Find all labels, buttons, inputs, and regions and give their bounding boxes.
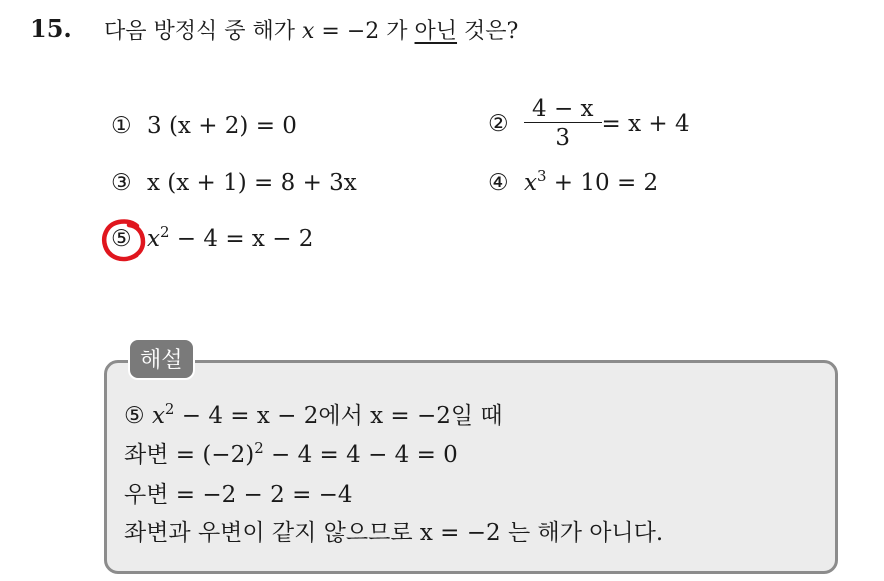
solution-line-1-rest: − 4 = x − 2에서 x = −2일 때	[174, 403, 503, 429]
option-3-number: ③	[111, 170, 132, 196]
option-4-exponent: 3	[536, 166, 547, 185]
option-5-rest: − 4 = x − 2	[169, 226, 314, 252]
answer-circle-mark	[101, 218, 147, 262]
solution-tag: 해설	[128, 338, 195, 380]
solution-line-4: 좌변과 우변이 같지 않으므로 x = −2 는 해가 아니다.	[124, 520, 664, 546]
solution-line-1	[124, 397, 503, 430]
option-4-rest: + 10 = 2	[546, 170, 659, 196]
option-5-exponent: 2	[159, 222, 170, 241]
stem-text-3: 것은?	[457, 19, 519, 44]
solution-line-3: 우변 = −2 − 2 = −4	[124, 482, 353, 508]
fraction-denominator: 3	[524, 122, 602, 151]
option-5-base: x	[147, 226, 160, 252]
option-1-expression: 3 (x + 2) = 0	[147, 113, 297, 139]
stem-variable: x	[302, 19, 315, 44]
question-stem	[104, 14, 518, 45]
solution-line-1-exponent: 2	[164, 399, 175, 418]
solution-line-1-number: ⑤	[124, 403, 152, 429]
option-2-number: ②	[488, 110, 509, 137]
option-4[interactable]	[488, 166, 659, 196]
option-3-expression: x (x + 1) = 8 + 3x	[147, 170, 357, 196]
option-3[interactable]	[111, 170, 357, 196]
option-2-rhs: = x + 4	[601, 110, 690, 137]
option-2[interactable]	[488, 96, 690, 151]
solution-line-2-exponent: 2	[254, 438, 264, 457]
option-4-number: ④	[488, 170, 509, 196]
option-1-number: ①	[111, 113, 132, 139]
stem-underlined-word: 아닌	[414, 19, 458, 44]
stem-text-1: 다음 방정식 중 해가	[104, 19, 302, 44]
option-5-number: ⑤	[111, 226, 132, 252]
option-4-base: x	[524, 170, 537, 196]
question-number: 15.	[30, 14, 72, 43]
option-1[interactable]	[111, 113, 297, 139]
fraction-numerator: 4 − x	[532, 96, 594, 122]
stem-text-2: = −2 가	[314, 19, 415, 44]
solution-line-2	[124, 436, 458, 469]
solution-line-2-rest: − 4 = 4 − 4 = 0	[263, 442, 458, 468]
solution-line-2-pre: 좌변 = (−2)	[124, 442, 255, 468]
solution-line-1-base: x	[151, 403, 165, 429]
option-2-fraction	[528, 96, 598, 151]
